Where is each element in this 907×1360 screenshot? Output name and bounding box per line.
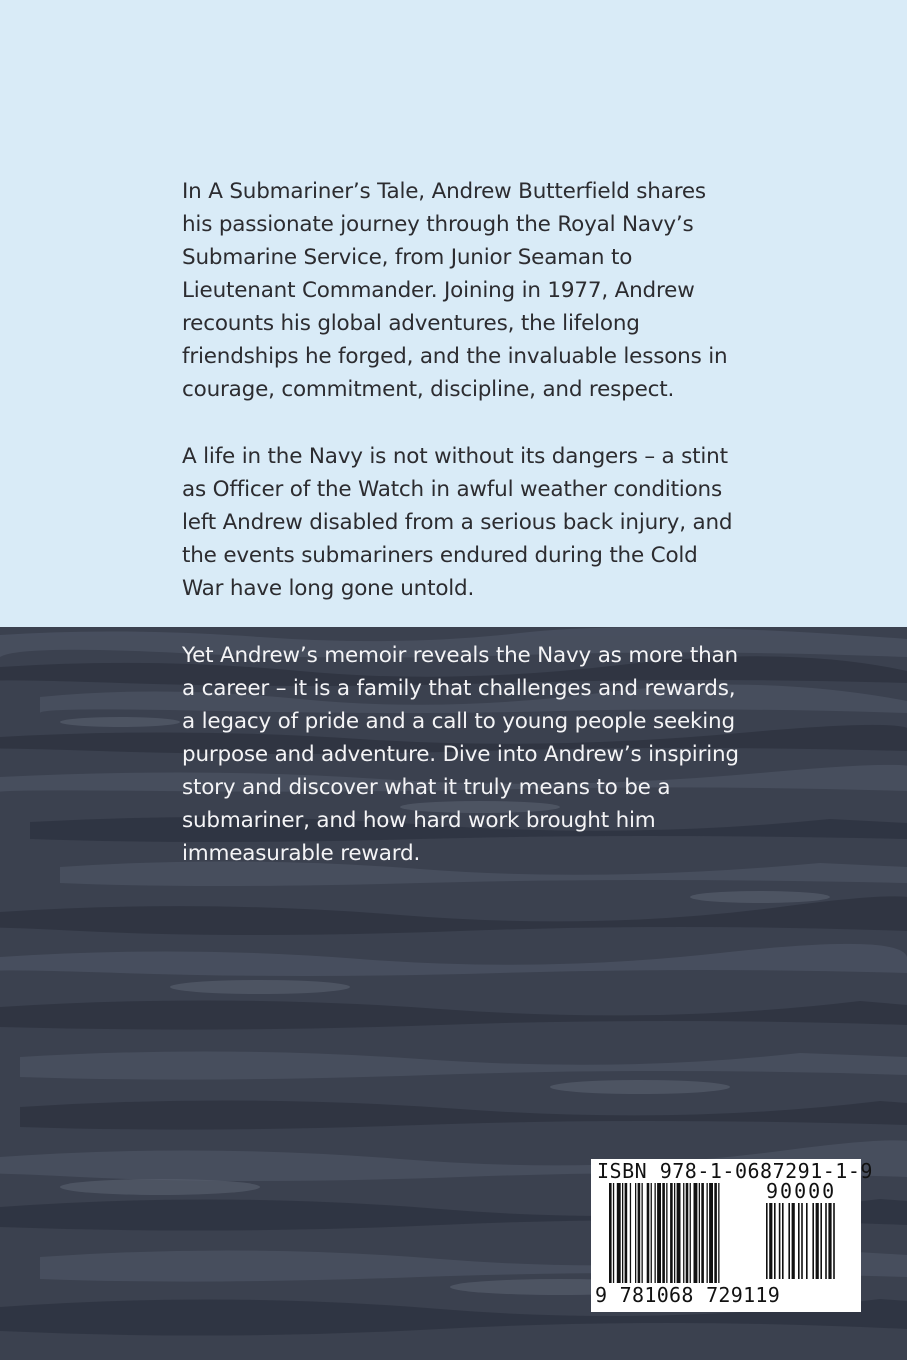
addon-bar (774, 1203, 776, 1279)
blurb-paragraph-3: Yet Andrew’s memoir reveals the Navy as more than a career – it is a family that challenges and rewards, a legacy of pride and a call to young people seeking purpose and adventure. Dive into Andrew’s inspiring story and discover what it truly means to be a submariner, and how hard work brought him immeasurable reward. (182, 643, 739, 866)
addon-bar (779, 1203, 781, 1279)
barcode-bar (714, 1183, 717, 1283)
barcode-bar (662, 1183, 665, 1283)
ean-digits: 9 781068 729119 (595, 1283, 781, 1307)
barcode-bar (690, 1183, 691, 1283)
barcode-bar (677, 1183, 681, 1283)
addon-bar (769, 1203, 772, 1279)
addon-bar (825, 1203, 827, 1279)
addon-bar (782, 1203, 784, 1279)
addon-bar (812, 1203, 814, 1279)
barcode-bar (718, 1183, 719, 1283)
barcode-bar (666, 1183, 667, 1283)
addon-bar (798, 1203, 800, 1279)
addon-bar (820, 1203, 822, 1279)
barcode-bar (630, 1183, 631, 1283)
barcode-bar (674, 1183, 675, 1283)
addon-bar (766, 1203, 768, 1279)
barcode-bar (651, 1183, 652, 1283)
barcode-bar (686, 1183, 689, 1283)
isbn-barcode (591, 1159, 873, 1312)
barcode-bar (701, 1183, 704, 1283)
barcode-bar (683, 1183, 684, 1283)
barcode-bar (670, 1183, 673, 1283)
barcode-bar (707, 1183, 708, 1283)
barcode-bar (638, 1183, 641, 1283)
barcode-bar (622, 1183, 623, 1283)
addon-bar (788, 1203, 790, 1279)
barcode-bar (625, 1183, 628, 1283)
blurb-paragraph-2: A life in the Navy is not without its dangers – a stint as Officer of the Watch in awful weather conditions left Andrew disabled from a serious back injury, and the events submariners endured during the Cold War have long gone untold. (182, 444, 733, 601)
addon-bar (833, 1203, 835, 1279)
barcode-bar (655, 1183, 656, 1283)
isbn-label: ISBN 978-1-0687291-1-9 (597, 1159, 873, 1183)
barcode-bar (709, 1183, 713, 1283)
barcode-bar (699, 1183, 700, 1283)
barcode-bar (617, 1183, 621, 1283)
blurb-paragraph-1: In A Submariner’s Tale, Andrew Butterfield shares his passionate journey through the Royal Navy’s Submarine Service, from Junior Seaman to Lieutenant Commander. Joining in 1977, Andrew recounts his global adventures, the lifelong friendships he forged, and the invaluable lessons in courage, commitment, discipline, and respect. (182, 179, 728, 402)
barcode-bar (657, 1183, 661, 1283)
barcode-bar (647, 1183, 650, 1283)
barcode-bar (613, 1183, 614, 1283)
ean-barcode-bars (609, 1183, 759, 1283)
barcode-bar (635, 1183, 636, 1283)
price-code: 90000 (766, 1179, 837, 1203)
addon-bar (801, 1203, 803, 1279)
addon-bar (792, 1203, 795, 1279)
addon-barcode-bars (766, 1203, 851, 1279)
barcode-bar (694, 1183, 698, 1283)
addon-bar (816, 1203, 819, 1279)
addon-bar (828, 1203, 831, 1279)
barcode-bar (609, 1183, 612, 1283)
barcode-bar (642, 1183, 643, 1283)
addon-bar (806, 1203, 808, 1279)
